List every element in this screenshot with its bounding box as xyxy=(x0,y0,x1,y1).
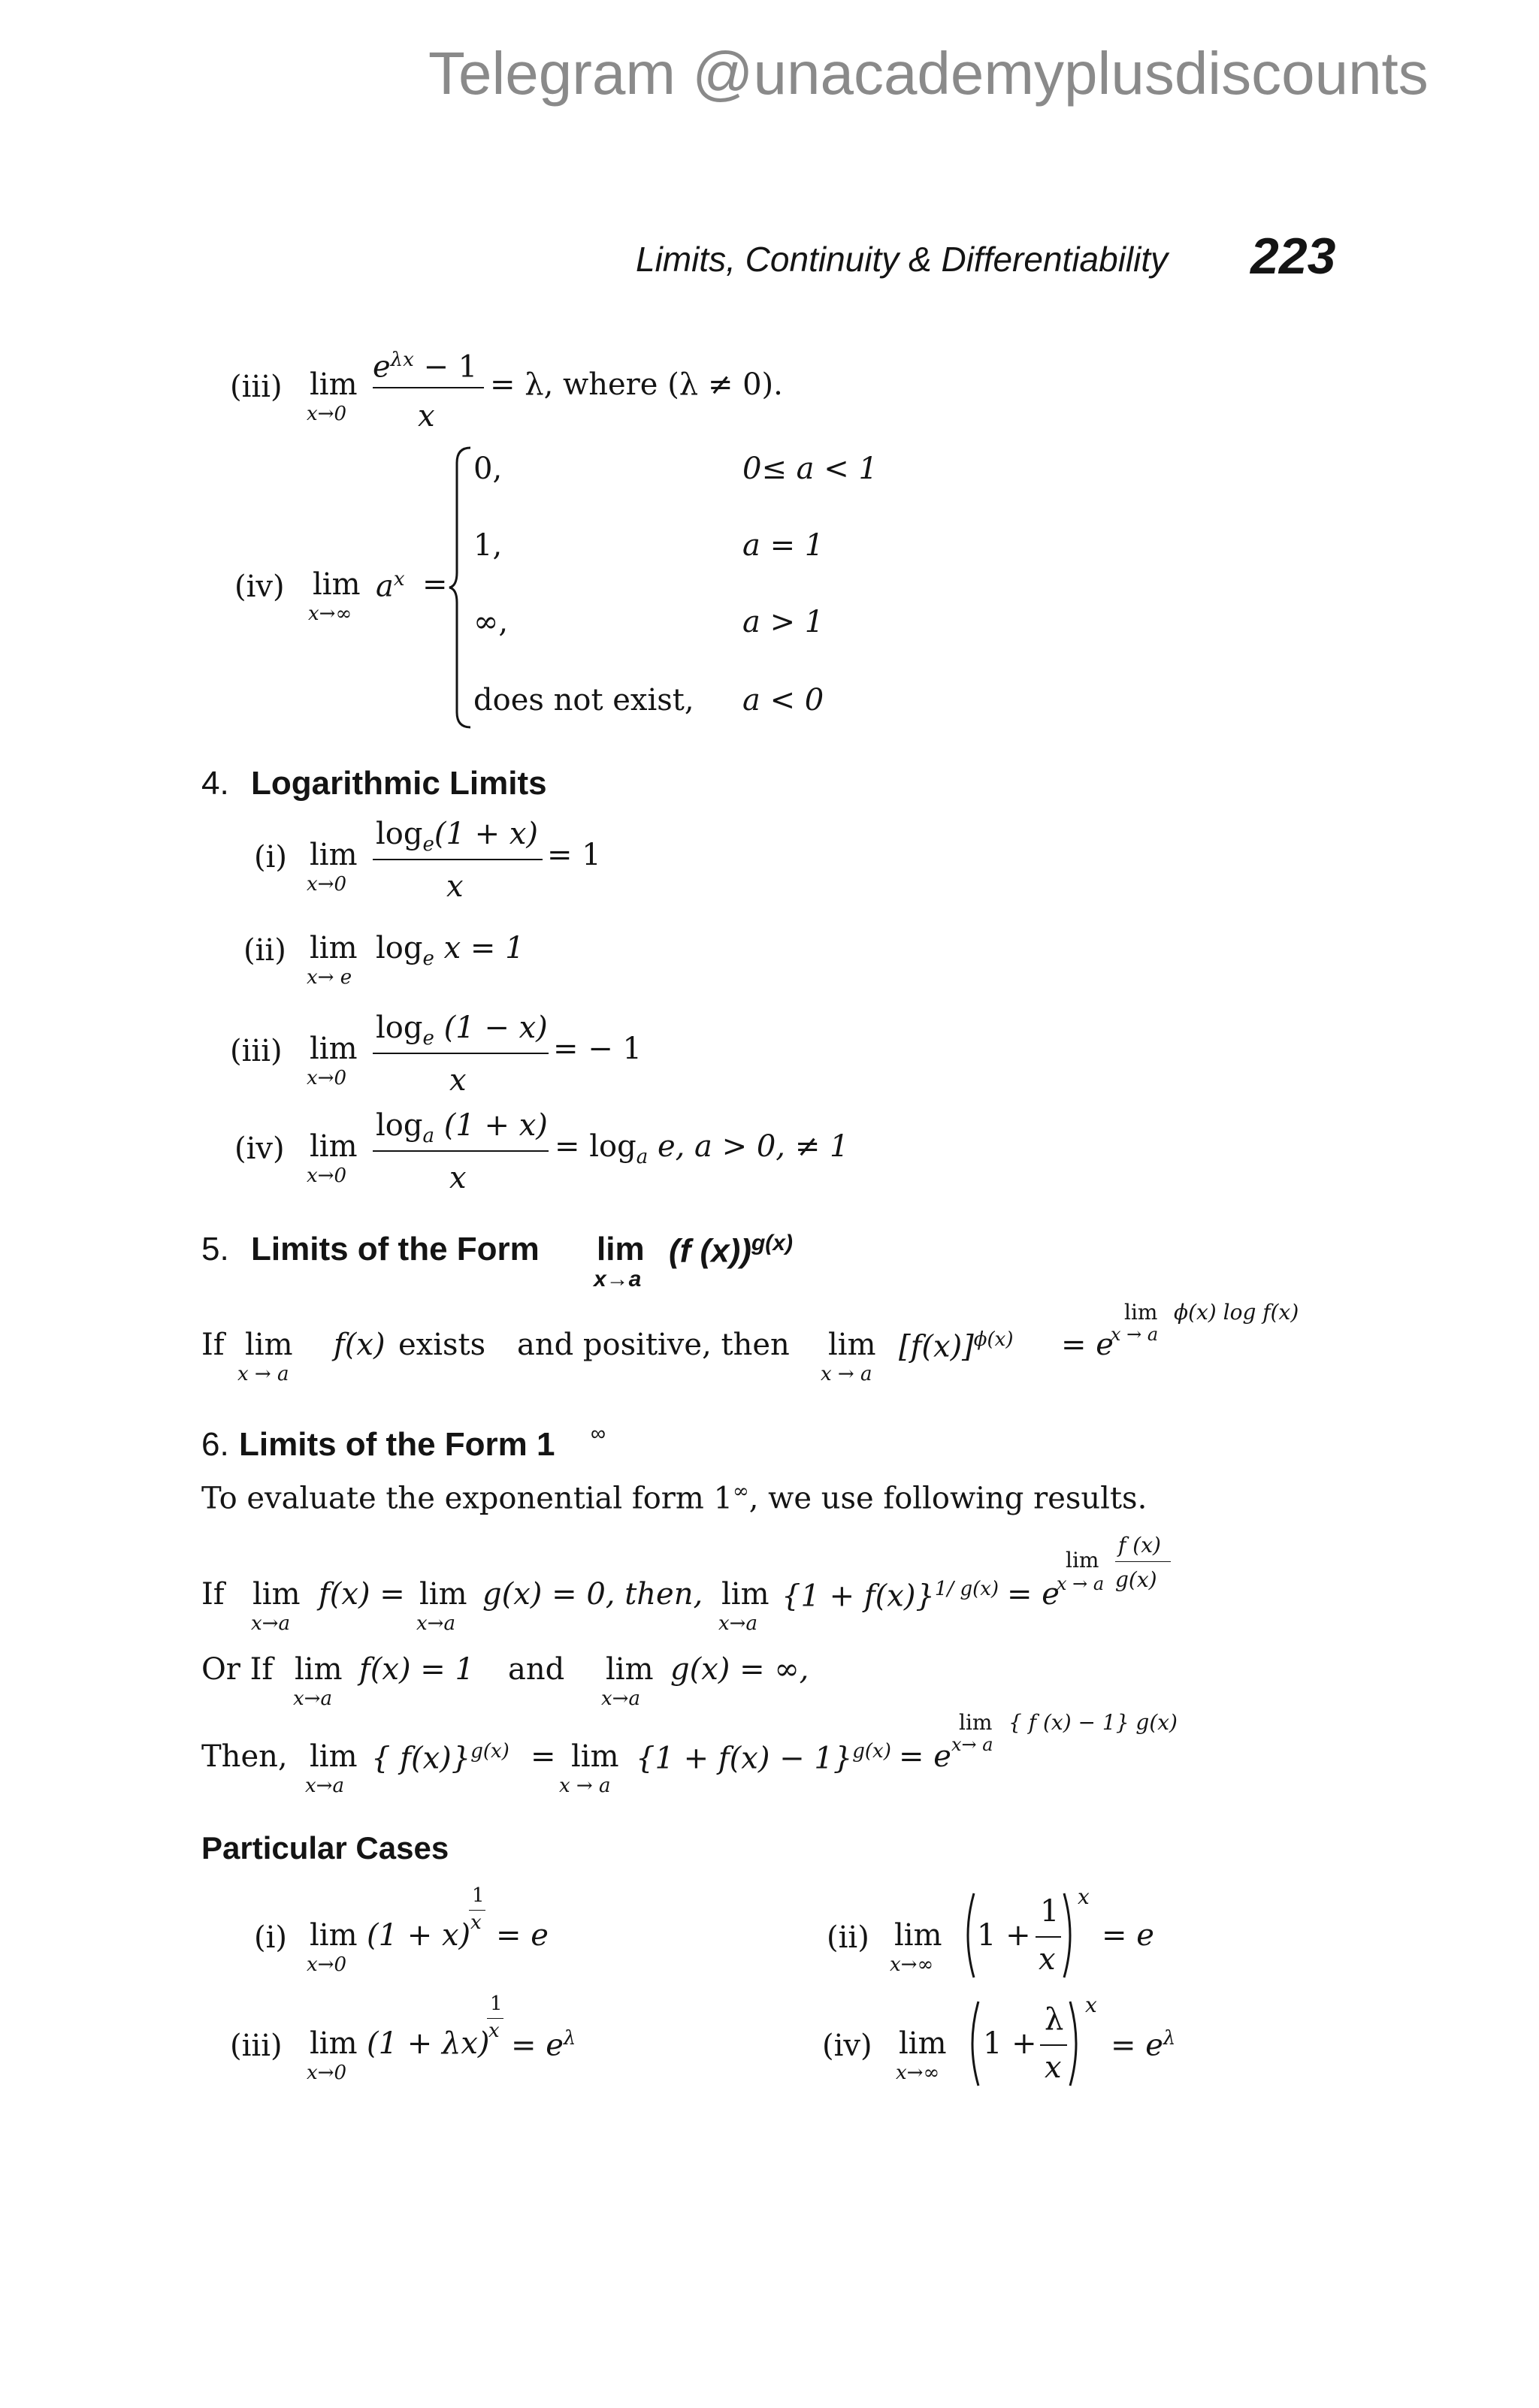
fraction-bar xyxy=(1036,1936,1061,1938)
bracket-expression xyxy=(899,1328,1014,1364)
rhs-rest: e, a > 0, ≠ 1 xyxy=(648,1129,849,1164)
lim-subscript: x→0 xyxy=(307,1953,346,1976)
bracket-exponent: ϕ(x) xyxy=(973,1328,1014,1351)
exponent-lim: lim xyxy=(1066,1548,1099,1573)
lim-operator: lim xyxy=(310,2026,358,2061)
lim-operator-2: lim xyxy=(606,1652,654,1687)
g-equals: g(x) = ∞, xyxy=(670,1652,809,1687)
item-label: (iv) xyxy=(822,2029,872,2063)
log-word: log xyxy=(376,1011,423,1045)
lim-operator-2: lim xyxy=(419,1577,467,1612)
equals: = xyxy=(422,567,448,602)
lim-subscript-3: x→a xyxy=(718,1612,757,1635)
fraction-bar xyxy=(373,1150,549,1152)
lim-subscript: x → a xyxy=(237,1363,289,1385)
positive-text: and positive, then xyxy=(517,1328,790,1362)
item-label: (ii) xyxy=(243,933,286,968)
lim-subscript: x→0 xyxy=(307,2062,346,2084)
log-word: log xyxy=(376,931,423,965)
fraction-denominator: x xyxy=(1039,1942,1056,1977)
lim-operator-2: lim xyxy=(571,1739,619,1774)
section-title: Limits of the Form 1 xyxy=(239,1426,555,1463)
rhs-exponent: λ xyxy=(563,2027,576,2050)
equals-e: = e xyxy=(1061,1328,1114,1362)
power-base-1: { f(x)} xyxy=(371,1741,471,1776)
log-base: e xyxy=(422,833,434,856)
page-number: 223 xyxy=(1250,228,1336,285)
log-base: e xyxy=(422,947,434,970)
lim-operator: lim xyxy=(310,1918,358,1953)
lim-subscript: x→a xyxy=(251,1612,290,1635)
exponent-subscript: x → a xyxy=(1057,1573,1105,1594)
form-exponent: g(x) xyxy=(751,1231,793,1255)
fraction-denominator: x xyxy=(446,869,464,904)
power-exponent-1: g(x) xyxy=(470,1740,509,1763)
lim-subscript: x→a xyxy=(594,1267,642,1292)
log-rest: x = 1 xyxy=(434,931,525,965)
and-word: and xyxy=(508,1652,565,1687)
rhs: = e xyxy=(496,1918,549,1953)
one-plus: 1 + xyxy=(983,2026,1037,2061)
rhs-exponent: λ xyxy=(1163,2027,1176,2050)
base-expression: (1 + λx) xyxy=(367,2026,490,2061)
base: a xyxy=(376,569,394,604)
lim-subscript: x→0 xyxy=(307,873,346,896)
or-if-word: Or If xyxy=(201,1652,274,1687)
power-exponent: 1/ g(x) xyxy=(934,1578,999,1600)
one-plus: 1 + xyxy=(977,1918,1031,1953)
lim-subscript: x→0 xyxy=(307,1067,346,1089)
fraction-numerator xyxy=(376,819,538,854)
fraction-denominator: x xyxy=(418,399,435,434)
lim-operator: lim xyxy=(597,1231,645,1267)
lim-operator: lim xyxy=(310,1129,358,1164)
fraction-bar xyxy=(1040,2044,1067,2046)
lim-operator: lim xyxy=(310,1032,358,1066)
exponent-fraction-bar xyxy=(1115,1561,1171,1562)
title-exponent: ∞ xyxy=(591,1422,606,1445)
rhs: = e xyxy=(1102,1918,1154,1953)
rhs xyxy=(511,2027,576,2063)
fraction-numerator: 1 xyxy=(1040,1894,1060,1929)
item-label: (i) xyxy=(254,840,288,875)
power-base: {1 + f(x)} xyxy=(782,1579,935,1614)
fraction-numerator xyxy=(376,1110,548,1146)
rhs-base: = e xyxy=(511,2028,564,2063)
lim-subscript-2: x → a xyxy=(559,1775,611,1797)
if-word: If xyxy=(201,1577,225,1612)
lim-operator: lim xyxy=(310,931,358,965)
equals-1: = xyxy=(531,1739,556,1774)
intro-text xyxy=(201,1480,1147,1516)
item-label: (iii) xyxy=(230,2029,283,2063)
equals-e: = e xyxy=(899,1739,951,1774)
case-condition: a = 1 xyxy=(742,528,824,563)
exponent-lim: lim xyxy=(959,1710,993,1735)
lim-operator: lim xyxy=(310,367,358,402)
numerator-base: e xyxy=(373,349,391,385)
exponent-fraction-bar xyxy=(487,2018,503,2019)
exponent-denominator: g(x) xyxy=(1115,1567,1157,1592)
lim-operator: lim xyxy=(899,2026,947,2061)
item-label: (iii) xyxy=(230,1034,283,1068)
rhs: = λ, where (λ ≠ 0). xyxy=(490,367,783,402)
case-value: ∞, xyxy=(473,605,509,639)
fraction-numerator xyxy=(376,1013,548,1048)
item-label: (i) xyxy=(254,1920,288,1955)
exponent-subscript: x → a xyxy=(1111,1324,1159,1345)
exponent: x xyxy=(393,568,405,591)
lim-operator: lim xyxy=(310,1739,358,1774)
lim-subscript: x→∞ xyxy=(308,603,352,625)
lim-subscript: x→ e xyxy=(307,966,352,989)
right-paren-icon xyxy=(1061,1890,1079,1980)
log-word: log xyxy=(376,817,423,851)
left-paren-icon xyxy=(959,1890,977,1980)
lim-subscript: x→0 xyxy=(307,403,346,425)
base-expression: (1 + x) xyxy=(367,1918,471,1953)
rhs-base: = e xyxy=(1111,2028,1163,2063)
fraction-numerator xyxy=(373,349,478,385)
lim-operator: lim xyxy=(252,1577,301,1612)
log-word: log xyxy=(376,1108,423,1143)
exponent-denominator: x xyxy=(488,2020,500,2042)
right-paren-icon xyxy=(1067,1999,1085,2089)
power-base-2: {1 + f(x) − 1} xyxy=(636,1741,853,1776)
exponent-subscript: x→ a xyxy=(951,1734,993,1755)
lim-subscript-2: x → a xyxy=(821,1363,872,1385)
section-number: 5. xyxy=(201,1231,229,1267)
if-word: If xyxy=(201,1328,225,1362)
exponent-numerator: 1 xyxy=(490,1993,503,2015)
exponent-lim: lim xyxy=(1124,1300,1158,1325)
power-expression-1 xyxy=(371,1740,509,1776)
fraction-bar xyxy=(373,859,543,860)
subsection-title: Particular Cases xyxy=(201,1830,449,1866)
lim-subscript: x→∞ xyxy=(896,2062,940,2084)
then-word: Then, xyxy=(201,1739,288,1774)
case-value: does not exist, xyxy=(473,683,694,718)
fraction-bar xyxy=(373,1053,549,1054)
f-equals: f(x) = 1 xyxy=(359,1652,474,1687)
numerator-exponent: λx xyxy=(390,349,414,371)
lim-operator: lim xyxy=(313,567,361,602)
exponent: x xyxy=(1085,1993,1097,2017)
section-number: 6. xyxy=(201,1426,229,1463)
exists-word: exists xyxy=(398,1328,486,1362)
case-value: 1, xyxy=(473,528,503,563)
power-expression xyxy=(782,1578,999,1614)
lim-operator: lim xyxy=(295,1652,343,1687)
equals-e: = e xyxy=(1007,1577,1060,1612)
lim-subscript-2: x→a xyxy=(601,1687,640,1710)
fraction-bar xyxy=(373,387,484,388)
form-base: (f (x)) xyxy=(669,1232,751,1270)
section-title: Limits of the Form xyxy=(251,1231,540,1267)
lim-operator-2: lim xyxy=(828,1328,876,1362)
fraction-numerator: λ xyxy=(1045,2002,1064,2037)
rhs xyxy=(1111,2027,1176,2063)
exponent-denominator: x xyxy=(470,1911,482,1934)
intro-b: , we use following results. xyxy=(748,1481,1147,1516)
lim-subscript-2: x→a xyxy=(416,1612,455,1635)
watermark: Telegram @unacademyplusdiscounts xyxy=(428,40,1429,107)
log-expression xyxy=(376,933,525,968)
lim-operator: lim xyxy=(245,1328,293,1362)
power-exponent-2: g(x) xyxy=(852,1740,891,1763)
section-number: 4. xyxy=(201,765,229,802)
left-paren-icon xyxy=(963,1999,981,2089)
running-title: Limits, Continuity & Differentiability xyxy=(636,240,1169,279)
item-label: (ii) xyxy=(827,1920,869,1955)
lim-subscript: x→∞ xyxy=(890,1953,934,1976)
power-expression xyxy=(376,568,405,604)
item-label: (iv) xyxy=(234,570,285,604)
lim-operator: lim xyxy=(310,838,358,872)
rhs: = 1 xyxy=(547,838,601,872)
log-argument: (1 + x) xyxy=(434,817,539,851)
left-brace-icon xyxy=(448,445,475,730)
case-value: 0, xyxy=(473,452,503,486)
item-label: (iii) xyxy=(230,370,283,404)
case-condition: 0≤ a < 1 xyxy=(742,452,878,486)
exponent-rest: ϕ(x) log f(x) xyxy=(1174,1300,1299,1325)
function-f: f(x) xyxy=(334,1328,386,1362)
case-condition: a < 0 xyxy=(742,683,824,718)
log-base: a xyxy=(422,1125,434,1147)
fraction-denominator: x xyxy=(1045,2050,1062,2085)
form-expression xyxy=(669,1231,793,1270)
item-label: (iv) xyxy=(234,1131,285,1166)
exponent-fraction-bar xyxy=(469,1910,485,1911)
log-base: e xyxy=(422,1027,434,1050)
g-equals: g(x) = 0, then, xyxy=(482,1577,703,1612)
case-condition: a > 1 xyxy=(742,605,824,639)
bracket-base: [f(x)] xyxy=(899,1329,974,1364)
lim-subscript: x→a xyxy=(293,1687,332,1710)
fraction-denominator: x xyxy=(449,1063,467,1098)
numerator-rest: − 1 xyxy=(413,349,478,385)
f-equals: f(x) = xyxy=(319,1577,405,1612)
exponent: x xyxy=(1078,1884,1090,1909)
rhs xyxy=(555,1131,848,1167)
rhs-log: = log xyxy=(555,1129,636,1164)
lim-subscript: x→a xyxy=(305,1775,344,1797)
log-argument: (1 + x) xyxy=(434,1108,548,1143)
log-argument: (1 − x) xyxy=(434,1011,548,1045)
intro-exponent: ∞ xyxy=(733,1480,749,1503)
intro-a: To evaluate the exponential form 1 xyxy=(201,1481,733,1516)
section-title: Logarithmic Limits xyxy=(251,765,547,802)
rhs: = − 1 xyxy=(553,1032,642,1066)
exponent-rest: { f (x) − 1} g(x) xyxy=(1008,1710,1178,1735)
lim-operator: lim xyxy=(894,1918,942,1953)
power-expression-2 xyxy=(636,1740,891,1776)
rhs-log-base: a xyxy=(636,1146,649,1168)
exponent-numerator: 1 xyxy=(472,1884,485,1907)
fraction-denominator: x xyxy=(449,1161,467,1195)
lim-operator-3: lim xyxy=(721,1577,770,1612)
exponent-numerator: f (x) xyxy=(1118,1533,1161,1557)
lim-subscript: x→0 xyxy=(307,1165,346,1187)
